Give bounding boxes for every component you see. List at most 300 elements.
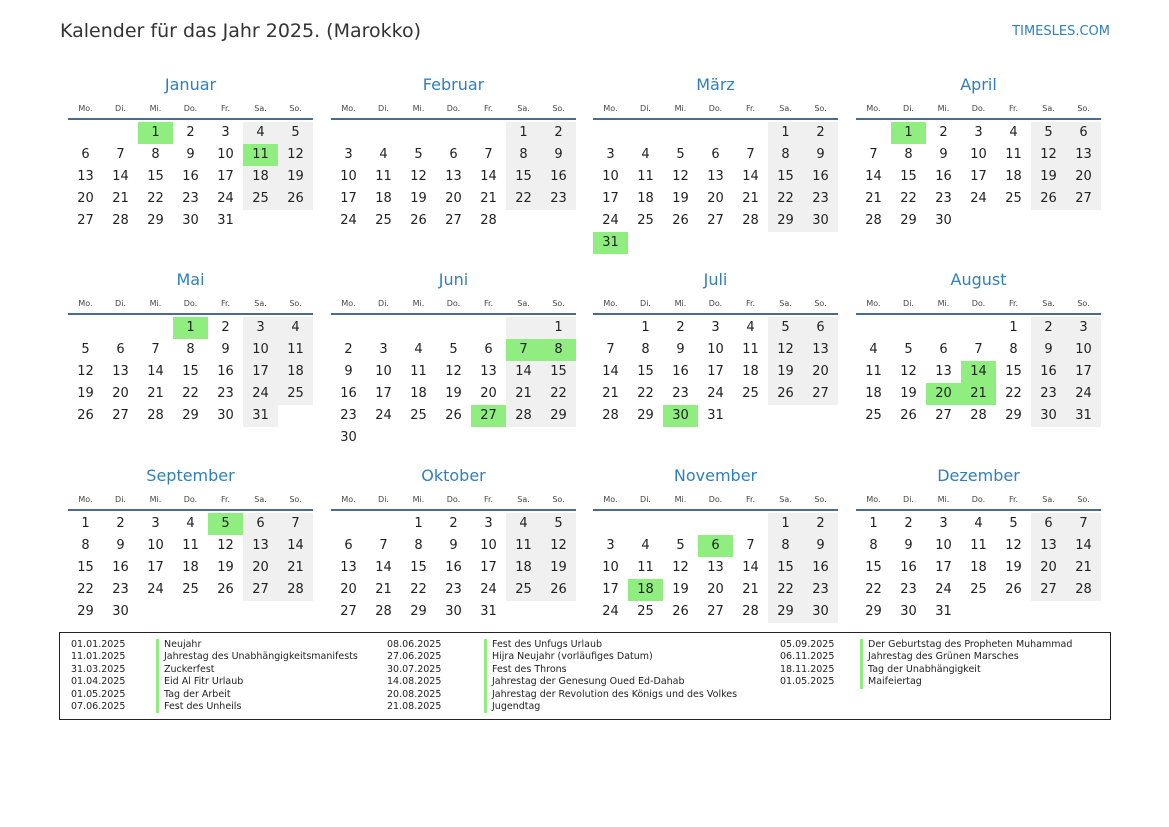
day-cell[interactable]: 3 bbox=[606, 538, 615, 553]
day-cell[interactable]: 13 bbox=[243, 535, 278, 557]
day-cell[interactable]: 22 bbox=[1005, 386, 1022, 401]
day-cell[interactable]: 11 bbox=[278, 339, 313, 361]
day-cell[interactable]: 19 bbox=[768, 361, 803, 383]
day-cell[interactable]: 21 bbox=[480, 191, 497, 206]
day-cell[interactable]: 28 bbox=[1066, 579, 1101, 601]
day-cell[interactable]: 4 bbox=[1009, 125, 1018, 140]
day-cell[interactable]: 27 bbox=[243, 579, 278, 601]
day-cell[interactable]: 5 bbox=[676, 147, 685, 162]
day-cell[interactable]: 5 bbox=[278, 122, 313, 144]
day-cell[interactable]: 29 bbox=[77, 604, 94, 619]
day-cell[interactable]: 8 bbox=[641, 342, 650, 357]
day-cell[interactable]: 4 bbox=[641, 147, 650, 162]
day-cell[interactable]: 24 bbox=[217, 191, 234, 206]
day-cell[interactable]: 2 bbox=[449, 516, 458, 531]
day-cell[interactable]: 21 bbox=[278, 557, 313, 579]
day-cell[interactable]: 3 bbox=[344, 147, 353, 162]
day-cell[interactable]: 6 bbox=[1031, 513, 1066, 535]
day-cell[interactable]: 30 bbox=[182, 213, 199, 228]
day-cell[interactable]: 31 bbox=[1066, 405, 1101, 427]
day-cell[interactable]: 14 bbox=[375, 560, 392, 575]
day-cell[interactable]: 16 bbox=[112, 560, 129, 575]
day-cell[interactable]: 20 bbox=[243, 557, 278, 579]
day-cell[interactable]: 17 bbox=[340, 191, 357, 206]
day-cell[interactable]: 6 bbox=[698, 535, 733, 557]
day-cell[interactable]: 1 bbox=[768, 513, 803, 535]
day-cell[interactable]: 5 bbox=[904, 342, 913, 357]
day-cell[interactable]: 17 bbox=[602, 582, 619, 597]
day-cell[interactable]: 5 bbox=[449, 342, 458, 357]
day-cell[interactable]: 28 bbox=[480, 213, 497, 228]
day-cell[interactable]: 16 bbox=[672, 364, 689, 379]
day-cell[interactable]: 17 bbox=[217, 169, 234, 184]
day-cell[interactable]: 30 bbox=[340, 430, 357, 445]
day-cell[interactable]: 31 bbox=[480, 604, 497, 619]
day-cell[interactable]: 13 bbox=[1031, 535, 1066, 557]
day-cell[interactable]: 11 bbox=[637, 560, 654, 575]
day-cell[interactable]: 15 bbox=[182, 364, 199, 379]
day-cell[interactable]: 17 bbox=[707, 364, 724, 379]
day-cell[interactable]: 17 bbox=[970, 169, 987, 184]
day-cell[interactable]: 26 bbox=[900, 408, 917, 423]
day-cell[interactable]: 24 bbox=[1066, 383, 1101, 405]
day-cell[interactable]: 22 bbox=[506, 188, 541, 210]
day-cell[interactable]: 24 bbox=[375, 408, 392, 423]
day-cell[interactable]: 15 bbox=[1005, 364, 1022, 379]
day-cell[interactable]: 8 bbox=[186, 342, 195, 357]
day-cell[interactable]: 4 bbox=[974, 516, 983, 531]
day-cell[interactable]: 23 bbox=[1031, 383, 1066, 405]
day-cell[interactable]: 22 bbox=[182, 386, 199, 401]
day-cell[interactable]: 8 bbox=[151, 147, 160, 162]
day-cell[interactable]: 24 bbox=[602, 604, 619, 619]
day-cell[interactable]: 19 bbox=[900, 386, 917, 401]
day-cell[interactable]: 14 bbox=[506, 361, 541, 383]
day-cell[interactable]: 12 bbox=[217, 538, 234, 553]
day-cell[interactable]: 2 bbox=[344, 342, 353, 357]
day-cell[interactable]: 22 bbox=[541, 383, 576, 405]
day-cell[interactable]: 28 bbox=[112, 213, 129, 228]
day-cell[interactable]: 9 bbox=[344, 364, 353, 379]
day-cell[interactable]: 5 bbox=[1031, 122, 1066, 144]
day-cell[interactable]: 24 bbox=[707, 386, 724, 401]
day-cell[interactable]: 18 bbox=[182, 560, 199, 575]
day-cell[interactable]: 15 bbox=[900, 169, 917, 184]
day-cell[interactable]: 27 bbox=[77, 213, 94, 228]
day-cell[interactable]: 12 bbox=[77, 364, 94, 379]
day-cell[interactable]: 1 bbox=[768, 122, 803, 144]
day-cell[interactable]: 9 bbox=[904, 538, 913, 553]
day-cell[interactable]: 1 bbox=[81, 516, 90, 531]
day-cell[interactable]: 3 bbox=[974, 125, 983, 140]
day-cell[interactable]: 31 bbox=[243, 405, 278, 427]
day-cell[interactable]: 8 bbox=[904, 147, 913, 162]
day-cell[interactable]: 6 bbox=[243, 513, 278, 535]
day-cell[interactable]: 31 bbox=[935, 604, 952, 619]
day-cell[interactable]: 22 bbox=[768, 188, 803, 210]
day-cell[interactable]: 23 bbox=[445, 582, 462, 597]
day-cell[interactable]: 25 bbox=[637, 604, 654, 619]
day-cell[interactable]: 10 bbox=[707, 342, 724, 357]
day-cell[interactable]: 14 bbox=[112, 169, 129, 184]
day-cell[interactable]: 4 bbox=[869, 342, 878, 357]
day-cell[interactable]: 2 bbox=[939, 125, 948, 140]
day-cell[interactable]: 2 bbox=[904, 516, 913, 531]
day-cell[interactable]: 23 bbox=[803, 188, 838, 210]
day-cell[interactable]: 24 bbox=[970, 191, 987, 206]
day-cell[interactable]: 18 bbox=[243, 166, 278, 188]
day-cell[interactable]: 24 bbox=[243, 383, 278, 405]
day-cell[interactable]: 13 bbox=[803, 339, 838, 361]
day-cell[interactable]: 23 bbox=[340, 408, 357, 423]
day-cell[interactable]: 18 bbox=[506, 557, 541, 579]
day-cell[interactable]: 11 bbox=[410, 364, 427, 379]
day-cell[interactable]: 21 bbox=[1066, 557, 1101, 579]
day-cell[interactable]: 31 bbox=[707, 408, 724, 423]
day-cell[interactable]: 19 bbox=[672, 191, 689, 206]
day-cell[interactable]: 18 bbox=[1005, 169, 1022, 184]
day-cell[interactable]: 25 bbox=[182, 582, 199, 597]
day-cell[interactable]: 19 bbox=[541, 557, 576, 579]
day-cell[interactable]: 14 bbox=[480, 169, 497, 184]
day-cell[interactable]: 13 bbox=[1066, 144, 1101, 166]
day-cell[interactable]: 26 bbox=[672, 604, 689, 619]
day-cell[interactable]: 8 bbox=[541, 339, 576, 361]
day-cell[interactable]: 7 bbox=[746, 147, 755, 162]
day-cell[interactable]: 18 bbox=[410, 386, 427, 401]
day-cell[interactable]: 11 bbox=[182, 538, 199, 553]
day-cell[interactable]: 15 bbox=[768, 166, 803, 188]
day-cell[interactable]: 1 bbox=[641, 320, 650, 335]
day-cell[interactable]: 19 bbox=[278, 166, 313, 188]
day-cell[interactable]: 7 bbox=[606, 342, 615, 357]
day-cell[interactable]: 30 bbox=[663, 405, 698, 427]
day-cell[interactable]: 19 bbox=[217, 560, 234, 575]
day-cell[interactable]: 20 bbox=[77, 191, 94, 206]
day-cell[interactable]: 17 bbox=[480, 560, 497, 575]
day-cell[interactable]: 22 bbox=[77, 582, 94, 597]
day-cell[interactable]: 28 bbox=[375, 604, 392, 619]
day-cell[interactable]: 26 bbox=[768, 383, 803, 405]
day-cell[interactable]: 21 bbox=[865, 191, 882, 206]
day-cell[interactable]: 12 bbox=[900, 364, 917, 379]
day-cell[interactable]: 3 bbox=[484, 516, 493, 531]
day-cell[interactable]: 3 bbox=[1066, 317, 1101, 339]
day-cell[interactable]: 2 bbox=[1031, 317, 1066, 339]
day-cell[interactable]: 27 bbox=[445, 213, 462, 228]
day-cell[interactable]: 18 bbox=[865, 386, 882, 401]
day-cell[interactable]: 9 bbox=[1031, 339, 1066, 361]
day-cell[interactable]: 31 bbox=[217, 213, 234, 228]
day-cell[interactable]: 17 bbox=[375, 386, 392, 401]
day-cell[interactable]: 5 bbox=[676, 538, 685, 553]
day-cell[interactable]: 9 bbox=[221, 342, 230, 357]
day-cell[interactable]: 7 bbox=[974, 342, 983, 357]
day-cell[interactable]: 14 bbox=[147, 364, 164, 379]
day-cell[interactable]: 7 bbox=[116, 147, 125, 162]
day-cell[interactable]: 26 bbox=[77, 408, 94, 423]
day-cell[interactable]: 25 bbox=[637, 213, 654, 228]
day-cell[interactable]: 30 bbox=[900, 604, 917, 619]
day-cell[interactable]: 11 bbox=[970, 538, 987, 553]
day-cell[interactable]: 1 bbox=[541, 317, 576, 339]
day-cell[interactable]: 6 bbox=[711, 147, 720, 162]
day-cell[interactable]: 14 bbox=[602, 364, 619, 379]
day-cell[interactable]: 20 bbox=[803, 361, 838, 383]
day-cell[interactable]: 16 bbox=[1031, 361, 1066, 383]
day-cell[interactable]: 10 bbox=[375, 364, 392, 379]
day-cell[interactable]: 7 bbox=[746, 538, 755, 553]
day-cell[interactable]: 26 bbox=[1031, 188, 1066, 210]
day-cell[interactable]: 9 bbox=[939, 147, 948, 162]
day-cell[interactable]: 26 bbox=[445, 408, 462, 423]
day-cell[interactable]: 10 bbox=[243, 339, 278, 361]
day-cell[interactable]: 8 bbox=[768, 144, 803, 166]
day-cell[interactable]: 25 bbox=[742, 386, 759, 401]
day-cell[interactable]: 22 bbox=[768, 579, 803, 601]
site-link[interactable]: TIMESLES.COM bbox=[1012, 24, 1110, 39]
day-cell[interactable]: 5 bbox=[208, 513, 243, 535]
day-cell[interactable]: 18 bbox=[375, 191, 392, 206]
day-cell[interactable]: 29 bbox=[768, 210, 803, 232]
day-cell[interactable]: 17 bbox=[935, 560, 952, 575]
day-cell[interactable]: 17 bbox=[243, 361, 278, 383]
day-cell[interactable]: 29 bbox=[900, 213, 917, 228]
day-cell[interactable]: 3 bbox=[379, 342, 388, 357]
day-cell[interactable]: 13 bbox=[707, 169, 724, 184]
day-cell[interactable]: 10 bbox=[217, 147, 234, 162]
day-cell[interactable]: 24 bbox=[602, 213, 619, 228]
day-cell[interactable]: 10 bbox=[935, 538, 952, 553]
day-cell[interactable]: 22 bbox=[865, 582, 882, 597]
day-cell[interactable]: 23 bbox=[672, 386, 689, 401]
day-cell[interactable]: 18 bbox=[970, 560, 987, 575]
day-cell[interactable]: 2 bbox=[676, 320, 685, 335]
day-cell[interactable]: 16 bbox=[340, 386, 357, 401]
day-cell[interactable]: 13 bbox=[77, 169, 94, 184]
day-cell[interactable]: 2 bbox=[541, 122, 576, 144]
day-cell[interactable]: 6 bbox=[449, 147, 458, 162]
day-cell[interactable]: 25 bbox=[375, 213, 392, 228]
day-cell[interactable]: 26 bbox=[1005, 582, 1022, 597]
day-cell[interactable]: 29 bbox=[1005, 408, 1022, 423]
day-cell[interactable]: 30 bbox=[803, 601, 838, 623]
day-cell[interactable]: 19 bbox=[77, 386, 94, 401]
day-cell[interactable]: 1 bbox=[138, 122, 173, 144]
day-cell[interactable]: 8 bbox=[869, 538, 878, 553]
day-cell[interactable]: 16 bbox=[182, 169, 199, 184]
day-cell[interactable]: 20 bbox=[1031, 557, 1066, 579]
day-cell[interactable]: 27 bbox=[471, 405, 506, 427]
day-cell[interactable]: 21 bbox=[112, 191, 129, 206]
day-cell[interactable]: 6 bbox=[484, 342, 493, 357]
day-cell[interactable]: 15 bbox=[410, 560, 427, 575]
day-cell[interactable]: 14 bbox=[278, 535, 313, 557]
day-cell[interactable]: 3 bbox=[711, 320, 720, 335]
day-cell[interactable]: 24 bbox=[147, 582, 164, 597]
day-cell[interactable]: 21 bbox=[375, 582, 392, 597]
day-cell[interactable]: 4 bbox=[414, 342, 423, 357]
day-cell[interactable]: 4 bbox=[186, 516, 195, 531]
day-cell[interactable]: 29 bbox=[182, 408, 199, 423]
day-cell[interactable]: 12 bbox=[445, 364, 462, 379]
day-cell[interactable]: 5 bbox=[541, 513, 576, 535]
day-cell[interactable]: 30 bbox=[445, 604, 462, 619]
day-cell[interactable]: 1 bbox=[414, 516, 423, 531]
day-cell[interactable]: 12 bbox=[768, 339, 803, 361]
day-cell[interactable]: 30 bbox=[1031, 405, 1066, 427]
day-cell[interactable]: 27 bbox=[803, 383, 838, 405]
day-cell[interactable]: 29 bbox=[147, 213, 164, 228]
day-cell[interactable]: 15 bbox=[865, 560, 882, 575]
day-cell[interactable]: 24 bbox=[340, 213, 357, 228]
day-cell[interactable]: 6 bbox=[81, 147, 90, 162]
day-cell[interactable]: 21 bbox=[506, 383, 541, 405]
day-cell[interactable]: 23 bbox=[541, 188, 576, 210]
day-cell[interactable]: 22 bbox=[900, 191, 917, 206]
day-cell[interactable]: 25 bbox=[1005, 191, 1022, 206]
day-cell[interactable]: 14 bbox=[961, 361, 996, 383]
day-cell[interactable]: 25 bbox=[243, 188, 278, 210]
day-cell[interactable]: 30 bbox=[112, 604, 129, 619]
day-cell[interactable]: 1 bbox=[173, 317, 208, 339]
day-cell[interactable]: 12 bbox=[410, 169, 427, 184]
day-cell[interactable]: 20 bbox=[926, 383, 961, 405]
day-cell[interactable]: 6 bbox=[939, 342, 948, 357]
day-cell[interactable]: 13 bbox=[935, 364, 952, 379]
day-cell[interactable]: 26 bbox=[217, 582, 234, 597]
day-cell[interactable]: 12 bbox=[278, 144, 313, 166]
day-cell[interactable]: 25 bbox=[278, 383, 313, 405]
day-cell[interactable]: 10 bbox=[147, 538, 164, 553]
day-cell[interactable]: 23 bbox=[935, 191, 952, 206]
day-cell[interactable]: 12 bbox=[1005, 538, 1022, 553]
day-cell[interactable]: 17 bbox=[1066, 361, 1101, 383]
day-cell[interactable]: 28 bbox=[970, 408, 987, 423]
day-cell[interactable]: 29 bbox=[541, 405, 576, 427]
day-cell[interactable]: 2 bbox=[116, 516, 125, 531]
day-cell[interactable]: 20 bbox=[480, 386, 497, 401]
day-cell[interactable]: 16 bbox=[935, 169, 952, 184]
day-cell[interactable]: 5 bbox=[81, 342, 90, 357]
day-cell[interactable]: 7 bbox=[379, 538, 388, 553]
day-cell[interactable]: 1 bbox=[1009, 320, 1018, 335]
day-cell[interactable]: 7 bbox=[151, 342, 160, 357]
day-cell[interactable]: 18 bbox=[637, 191, 654, 206]
day-cell[interactable]: 27 bbox=[340, 604, 357, 619]
day-cell[interactable]: 19 bbox=[1005, 560, 1022, 575]
day-cell[interactable]: 7 bbox=[506, 339, 541, 361]
day-cell[interactable]: 15 bbox=[77, 560, 94, 575]
day-cell[interactable]: 20 bbox=[1066, 166, 1101, 188]
day-cell[interactable]: 4 bbox=[746, 320, 755, 335]
day-cell[interactable]: 16 bbox=[900, 560, 917, 575]
day-cell[interactable]: 21 bbox=[742, 191, 759, 206]
day-cell[interactable]: 4 bbox=[641, 538, 650, 553]
day-cell[interactable]: 5 bbox=[768, 317, 803, 339]
day-cell[interactable]: 13 bbox=[445, 169, 462, 184]
day-cell[interactable]: 12 bbox=[541, 535, 576, 557]
day-cell[interactable]: 10 bbox=[970, 147, 987, 162]
day-cell[interactable]: 30 bbox=[803, 210, 838, 232]
day-cell[interactable]: 9 bbox=[803, 535, 838, 557]
day-cell[interactable]: 13 bbox=[112, 364, 129, 379]
day-cell[interactable]: 9 bbox=[116, 538, 125, 553]
day-cell[interactable]: 26 bbox=[672, 213, 689, 228]
day-cell[interactable]: 23 bbox=[900, 582, 917, 597]
day-cell[interactable]: 23 bbox=[112, 582, 129, 597]
day-cell[interactable]: 1 bbox=[891, 122, 926, 144]
day-cell[interactable]: 25 bbox=[410, 408, 427, 423]
day-cell[interactable]: 12 bbox=[672, 169, 689, 184]
day-cell[interactable]: 20 bbox=[340, 582, 357, 597]
day-cell[interactable]: 1 bbox=[869, 516, 878, 531]
day-cell[interactable]: 10 bbox=[602, 560, 619, 575]
day-cell[interactable]: 23 bbox=[217, 386, 234, 401]
day-cell[interactable]: 15 bbox=[147, 169, 164, 184]
day-cell[interactable]: 11 bbox=[865, 364, 882, 379]
day-cell[interactable]: 11 bbox=[1005, 147, 1022, 162]
day-cell[interactable]: 9 bbox=[449, 538, 458, 553]
day-cell[interactable]: 25 bbox=[970, 582, 987, 597]
day-cell[interactable]: 11 bbox=[742, 342, 759, 357]
day-cell[interactable]: 21 bbox=[147, 386, 164, 401]
day-cell[interactable]: 29 bbox=[410, 604, 427, 619]
day-cell[interactable]: 3 bbox=[221, 125, 230, 140]
day-cell[interactable]: 19 bbox=[672, 582, 689, 597]
day-cell[interactable]: 30 bbox=[935, 213, 952, 228]
day-cell[interactable]: 18 bbox=[742, 364, 759, 379]
day-cell[interactable]: 6 bbox=[344, 538, 353, 553]
day-cell[interactable]: 19 bbox=[445, 386, 462, 401]
day-cell[interactable]: 7 bbox=[1066, 513, 1101, 535]
day-cell[interactable]: 26 bbox=[278, 188, 313, 210]
day-cell[interactable]: 16 bbox=[541, 166, 576, 188]
day-cell[interactable]: 12 bbox=[1031, 144, 1066, 166]
day-cell[interactable]: 8 bbox=[768, 535, 803, 557]
day-cell[interactable]: 21 bbox=[742, 582, 759, 597]
day-cell[interactable]: 10 bbox=[602, 169, 619, 184]
day-cell[interactable]: 1 bbox=[506, 122, 541, 144]
day-cell[interactable]: 6 bbox=[803, 317, 838, 339]
day-cell[interactable]: 15 bbox=[541, 361, 576, 383]
day-cell[interactable]: 14 bbox=[865, 169, 882, 184]
day-cell[interactable]: 5 bbox=[1009, 516, 1018, 531]
day-cell[interactable]: 5 bbox=[414, 147, 423, 162]
day-cell[interactable]: 10 bbox=[1066, 339, 1101, 361]
day-cell[interactable]: 15 bbox=[768, 557, 803, 579]
day-cell[interactable]: 20 bbox=[112, 386, 129, 401]
day-cell[interactable]: 25 bbox=[865, 408, 882, 423]
day-cell[interactable]: 29 bbox=[637, 408, 654, 423]
day-cell[interactable]: 25 bbox=[506, 579, 541, 601]
day-cell[interactable]: 31 bbox=[593, 232, 628, 254]
day-cell[interactable]: 9 bbox=[186, 147, 195, 162]
day-cell[interactable]: 7 bbox=[869, 147, 878, 162]
day-cell[interactable]: 4 bbox=[278, 317, 313, 339]
day-cell[interactable]: 27 bbox=[707, 213, 724, 228]
day-cell[interactable]: 8 bbox=[506, 144, 541, 166]
day-cell[interactable]: 24 bbox=[480, 582, 497, 597]
day-cell[interactable]: 30 bbox=[217, 408, 234, 423]
day-cell[interactable]: 27 bbox=[707, 604, 724, 619]
day-cell[interactable]: 7 bbox=[484, 147, 493, 162]
day-cell[interactable]: 2 bbox=[803, 513, 838, 535]
day-cell[interactable]: 28 bbox=[278, 579, 313, 601]
day-cell[interactable]: 28 bbox=[742, 213, 759, 228]
day-cell[interactable]: 27 bbox=[935, 408, 952, 423]
day-cell[interactable]: 16 bbox=[803, 557, 838, 579]
